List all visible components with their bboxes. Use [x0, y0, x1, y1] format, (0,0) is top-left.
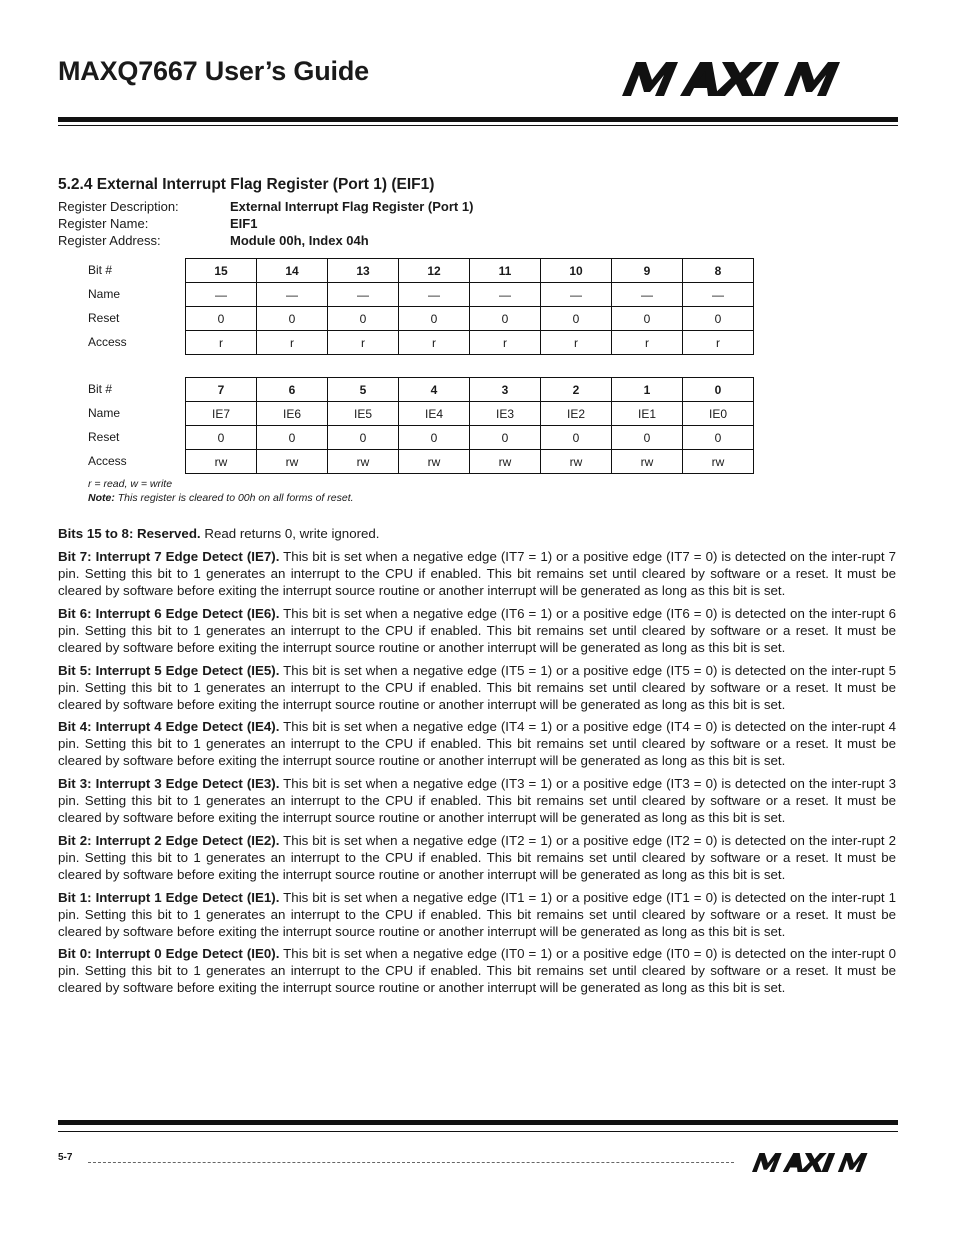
- bit-number-cell: 5: [328, 378, 399, 402]
- header-rule-thin: [58, 125, 898, 126]
- bit-reset-cell: 0: [470, 426, 541, 450]
- bit-name-row: [186, 402, 754, 426]
- bit-description-title: Bit 4: Interrupt 4 Edge Detect (IE4).: [58, 719, 280, 734]
- meta-label: Register Description:: [58, 199, 179, 214]
- row-label-name: Name: [88, 406, 121, 420]
- bit-access-cell: rw: [612, 450, 683, 474]
- bit-access-cell: r: [257, 331, 328, 355]
- register-row-labels-upper: [88, 260, 178, 356]
- register-table-upper: [185, 258, 754, 355]
- bit-name-cell: IE5: [328, 402, 399, 426]
- meta-row-address: [58, 233, 369, 248]
- row-label-bit: Bit #: [88, 263, 113, 277]
- bit-number-cell: 0: [683, 378, 754, 402]
- bit-reset-cell: 0: [612, 307, 683, 331]
- bit-description: [58, 605, 896, 656]
- bit-description-text: This bit is set when a negative edge (IT3 = 1) or a positive edge (IT3 = 0) is detected on the inter-rupt 3 pin. Setting this bit to 1 generates an interrupt to the CPU if enabled. This bit remains set until cleared by software or a reset. It must be cleared by software before exiting the interrupt source routine or another interrupt will be generated as long as this bit is set.: [58, 776, 896, 825]
- bit-access-cell: rw: [541, 450, 612, 474]
- bit-name-row: [186, 283, 754, 307]
- page-number: 5-7: [58, 1152, 73, 1163]
- bit-name-cell: IE6: [257, 402, 328, 426]
- bit-number-cell: 12: [399, 259, 470, 283]
- note-label: Note:: [88, 492, 115, 504]
- bit-number-cell: 8: [683, 259, 754, 283]
- access-legend: r = read, w = write: [88, 478, 173, 490]
- bit-name-cell: —: [257, 283, 328, 307]
- bit-number-cell: 11: [470, 259, 541, 283]
- row-label-bit: Bit #: [88, 382, 113, 396]
- bit-access-cell: r: [328, 331, 399, 355]
- bit-reset-row: [186, 307, 754, 331]
- maxim-logo-footer: [752, 1153, 894, 1172]
- bit-description-text: This bit is set when a negative edge (IT6 = 1) or a positive edge (IT6 = 0) is detected on the inter-rupt 6 pin. Setting this bit to 1 generates an interrupt to the CPU if enabled. This bit remains set until cleared by software or a reset. It must be cleared by software before exiting the interrupt source routine or another interrupt will be generated as long as this bit is set.: [58, 606, 896, 655]
- bit-description: [58, 548, 896, 599]
- bit-reset-cell: 0: [612, 426, 683, 450]
- bit-name-cell: —: [470, 283, 541, 307]
- bit-description-text: This bit is set when a negative edge (IT7 = 1) or a positive edge (IT7 = 0) is detected on the inter-rupt 7 pin. Setting this bit to 1 generates an interrupt to the CPU if enabled. This bit remains set until cleared by software or a reset. It must be cleared by software before exiting the interrupt source routine or another interrupt will be generated as long as this bit is set.: [58, 549, 896, 598]
- meta-value: External Interrupt Flag Register (Port 1): [230, 199, 474, 214]
- bit-description-title: Bit 0: Interrupt 0 Edge Detect (IE0).: [58, 946, 280, 961]
- bit-number-cell: 14: [257, 259, 328, 283]
- row-label-access: Access: [88, 335, 127, 349]
- bit-description: [58, 889, 896, 940]
- footer-divider: [88, 1162, 734, 1163]
- bit-name-cell: IE3: [470, 402, 541, 426]
- bit-access-cell: rw: [470, 450, 541, 474]
- bit-access-cell: r: [399, 331, 470, 355]
- bit-description: [58, 718, 896, 769]
- bit-reset-cell: 0: [470, 307, 541, 331]
- register-table-lower: [185, 377, 754, 474]
- section-heading: 5.2.4 External Interrupt Flag Register (Port 1) (EIF1): [58, 176, 435, 193]
- bit-name-cell: IE7: [186, 402, 257, 426]
- bit-reset-row: [186, 426, 754, 450]
- bit-access-cell: rw: [683, 450, 754, 474]
- bit-access-cell: r: [541, 331, 612, 355]
- bit-name-cell: —: [399, 283, 470, 307]
- bit-description-text: This bit is set when a negative edge (IT1 = 1) or a positive edge (IT1 = 0) is detected on the inter-rupt 1 pin. Setting this bit to 1 generates an interrupt to the CPU if enabled. This bit remains set until cleared by software or a reset. It must be cleared by software before exiting the interrupt source routine or another interrupt will be generated as long as this bit is set.: [58, 890, 896, 939]
- bit-description-title: Bits 15 to 8: Reserved.: [58, 526, 201, 541]
- bit-reset-cell: 0: [328, 307, 399, 331]
- bit-description-title: Bit 1: Interrupt 1 Edge Detect (IE1).: [58, 890, 280, 905]
- row-label-reset: Reset: [88, 311, 120, 325]
- bit-number-cell: 13: [328, 259, 399, 283]
- bit-reset-cell: 0: [541, 307, 612, 331]
- bit-number-cell: 2: [541, 378, 612, 402]
- footer-rule-thin: [58, 1131, 898, 1132]
- bit-name-cell: —: [683, 283, 754, 307]
- bit-reset-cell: 0: [399, 307, 470, 331]
- bit-reset-cell: 0: [257, 426, 328, 450]
- meta-value: Module 00h, Index 04h: [230, 233, 369, 248]
- meta-label: Register Name:: [58, 216, 149, 231]
- bit-access-row: [186, 450, 754, 474]
- bit-reset-cell: 0: [257, 307, 328, 331]
- header-rule-thick: [58, 117, 898, 122]
- meta-row-description: [58, 199, 473, 214]
- bit-reset-cell: 0: [186, 426, 257, 450]
- bit-number-cell: 15: [186, 259, 257, 283]
- register-note: [88, 492, 354, 504]
- maxim-logo: [622, 62, 890, 96]
- bit-description-text: This bit is set when a negative edge (IT5 = 1) or a positive edge (IT5 = 0) is detected on the inter-rupt 5 pin. Setting this bit to 1 generates an interrupt to the CPU if enabled. This bit remains set until cleared by software or a reset. It must be cleared by software before exiting the interrupt source routine or another interrupt will be generated as long as this bit is set.: [58, 663, 896, 712]
- bit-reset-cell: 0: [541, 426, 612, 450]
- bit-number-cell: 4: [399, 378, 470, 402]
- bit-access-cell: rw: [186, 450, 257, 474]
- bit-reset-cell: 0: [328, 426, 399, 450]
- bit-access-cell: rw: [328, 450, 399, 474]
- row-label-reset: Reset: [88, 430, 120, 444]
- bit-number-cell: 9: [612, 259, 683, 283]
- bit-description-text: This bit is set when a negative edge (IT2 = 1) or a positive edge (IT2 = 0) is detected on the inter-rupt 2 pin. Setting this bit to 1 generates an interrupt to the CPU if enabled. This bit remains set until cleared by software or a reset. It must be cleared by software before exiting the interrupt source routine or another interrupt will be generated as long as this bit is set.: [58, 833, 896, 882]
- meta-row-name: [58, 216, 257, 231]
- bit-description: [58, 832, 896, 883]
- bit-number-cell: 3: [470, 378, 541, 402]
- bit-description: [58, 945, 896, 996]
- footer-rule-thick: [58, 1120, 898, 1125]
- bit-description: [58, 775, 896, 826]
- note-text: This register is cleared to 00h on all forms of reset.: [114, 492, 354, 504]
- row-label-name: Name: [88, 287, 121, 301]
- bit-access-cell: rw: [257, 450, 328, 474]
- bit-name-cell: —: [541, 283, 612, 307]
- bit-name-cell: IE2: [541, 402, 612, 426]
- bit-access-cell: r: [612, 331, 683, 355]
- bit-description-text: Read returns 0, write ignored.: [200, 526, 380, 541]
- bit-description-text: This bit is set when a negative edge (IT4 = 1) or a positive edge (IT4 = 0) is detected on the inter-rupt 4 pin. Setting this bit to 1 generates an interrupt to the CPU if enabled. This bit remains set until cleared by software or a reset. It must be cleared by software before exiting the interrupt source routine or another interrupt will be generated as long as this bit is set.: [58, 719, 896, 768]
- bit-name-cell: —: [612, 283, 683, 307]
- meta-value: EIF1: [230, 216, 258, 231]
- bit-reset-cell: 0: [683, 426, 754, 450]
- bit-number-cell: 10: [541, 259, 612, 283]
- row-label-access: Access: [88, 454, 127, 468]
- bit-description-title: Bit 3: Interrupt 3 Edge Detect (IE3).: [58, 776, 280, 791]
- bit-description: [58, 525, 896, 542]
- bit-access-cell: r: [470, 331, 541, 355]
- bit-description: [58, 662, 896, 713]
- bit-description-title: Bit 7: Interrupt 7 Edge Detect (IE7).: [58, 549, 280, 564]
- bit-reset-cell: 0: [186, 307, 257, 331]
- bit-description-text: This bit is set when a negative edge (IT0 = 1) or a positive edge (IT0 = 0) is detected on the inter-rupt 0 pin. Setting this bit to 1 generates an interrupt to the CPU if enabled. This bit remains set until cleared by software or a reset. It must be cleared by software before exiting the interrupt source routine or another interrupt will be generated as long as this bit is set.: [58, 946, 896, 995]
- bit-description-title: Bit 5: Interrupt 5 Edge Detect (IE5).: [58, 663, 280, 678]
- bit-number-row: [186, 259, 754, 283]
- bit-description-title: Bit 6: Interrupt 6 Edge Detect (IE6).: [58, 606, 280, 621]
- document-title: MAXQ7667 User’s Guide: [58, 56, 369, 86]
- bit-name-cell: IE1: [612, 402, 683, 426]
- bit-number-cell: 7: [186, 378, 257, 402]
- bit-access-cell: r: [186, 331, 257, 355]
- meta-label: Register Address:: [58, 233, 161, 248]
- logo-text: MAXIM: [622, 62, 626, 63]
- register-row-labels-lower: [88, 379, 178, 475]
- bit-name-cell: IE0: [683, 402, 754, 426]
- bit-number-row: [186, 378, 754, 402]
- bit-name-cell: —: [328, 283, 399, 307]
- bit-description-title: Bit 2: Interrupt 2 Edge Detect (IE2).: [58, 833, 280, 848]
- bit-name-cell: —: [186, 283, 257, 307]
- bit-name-cell: IE4: [399, 402, 470, 426]
- bit-access-cell: rw: [399, 450, 470, 474]
- bit-number-cell: 6: [257, 378, 328, 402]
- bit-reset-cell: 0: [399, 426, 470, 450]
- bit-number-cell: 1: [612, 378, 683, 402]
- bit-access-cell: r: [683, 331, 754, 355]
- bit-access-row: [186, 331, 754, 355]
- bit-reset-cell: 0: [683, 307, 754, 331]
